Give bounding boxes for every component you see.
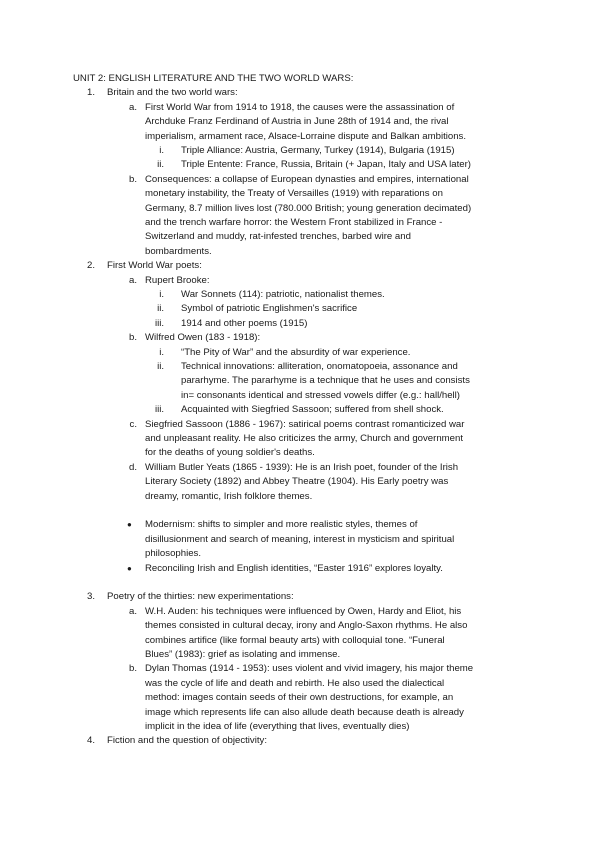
- section-heading: Britain and the two world wars:: [107, 87, 238, 99]
- item-text-line: implicit in the idea of life (everything that lives, eventually dies): [145, 721, 410, 732]
- item-marker: b.: [128, 332, 137, 344]
- item-text-line: Switzerland and muddy, rat-infested trenches, barbed wire and: [145, 231, 411, 243]
- item-text-line: imperialism, armament race, Alsace-Lorraine dispute and Balkan ambitions.: [145, 130, 467, 142]
- subitem-text-line: Technical innovations: alliteration, onomatopoeia, assonance and: [181, 361, 458, 372]
- section-number: 1.: [86, 87, 95, 99]
- bullet-text-line: Modernism: shifts to simpler and more realistic styles, themes of: [145, 519, 418, 531]
- item-text-line: and unpleasant reality. He also criticizes the army, Church and government: [145, 433, 463, 444]
- bullet-icon: ●: [127, 563, 132, 573]
- item-text-line: Archduke Franz Ferdinand of Austria in June 28th of 1914 and, the rival: [145, 116, 449, 128]
- page-title: UNIT 2: ENGLISH LITERATURE AND THE TWO WORLD WARS:: [73, 73, 354, 84]
- subitem-text-line: War Sonnets (114): patriotic, nationalist themes.: [181, 289, 385, 300]
- subitem-text-line: Symbol of patriotic Englishmen's sacrifice: [181, 303, 358, 315]
- subitem-text-line: Triple Alliance: Austria, Germany, Turkey (1914), Bulgaria (1915): [181, 145, 455, 156]
- subitem-marker: i.: [159, 289, 164, 300]
- item-marker: a.: [128, 101, 137, 113]
- item-text-line: dreamy, romantic, Irish folklore themes.: [145, 490, 313, 502]
- subitem-marker: ii.: [157, 159, 164, 171]
- section-heading: First World War poets:: [107, 260, 202, 272]
- subitem-marker: i.: [159, 145, 164, 156]
- item-text-line: Literary Society (1892) and Abbey Theatre (1904). His Early poetry was: [145, 476, 449, 488]
- section-heading: Poetry of the thirties: new experimentations:: [107, 591, 294, 603]
- bullet-text-line: disillusionment and search of meaning, interest in mysticism and spiritual: [145, 533, 455, 545]
- section-heading: Fiction and the question of objectivity:: [107, 735, 267, 747]
- item-text-line: Germany, 8.7 million lives lost (780.000 British; young generation decimated): [145, 202, 472, 214]
- subitem-marker: iii.: [154, 317, 164, 329]
- item-text-line: bombardments.: [145, 245, 212, 257]
- bullet-icon: ●: [127, 520, 132, 530]
- section-number: 3.: [86, 591, 95, 603]
- item-marker: c.: [129, 418, 137, 430]
- item-text-line: for the deaths of young soldier's deaths.: [145, 447, 315, 459]
- subitem-text-line: pararhyme. The pararhyme is a technique that he uses and consists: [181, 375, 470, 387]
- subitem-text-line: “The Pity of War” and the absurdity of war experience.: [181, 346, 411, 358]
- subitem-marker: ii.: [157, 303, 164, 315]
- item-text-line: Wilfred Owen (183 - 1918):: [145, 332, 261, 344]
- item-text-line: themes consisted in cultural decay, irony and Anglo-Saxon rhythms. He also: [145, 620, 468, 632]
- bullet-text-line: philosophies.: [145, 548, 202, 560]
- item-marker: d.: [128, 461, 137, 473]
- item-marker: a.: [128, 605, 137, 617]
- subitem-text-line: Acquainted with Siegfried Sassoon; suffered from shell shock.: [181, 404, 444, 416]
- subitem-text-line: in= consonants identical and stressed vowels differ (e.g.: hall/hell): [181, 389, 460, 401]
- item-marker: a.: [128, 274, 137, 286]
- section-number: 4.: [86, 735, 95, 747]
- item-text-line: Consequences: a collapse of European dynasties and empires, international: [145, 173, 469, 185]
- bullet-text-line: Reconciling Irish and English identities, “Easter 1916” explores loyalty.: [145, 562, 443, 574]
- subitem-marker: iii.: [154, 404, 164, 416]
- item-text-line: Blues” (1983): grief as isolating and immense.: [145, 649, 341, 660]
- item-text-line: image which represents life can also allude death because death is already: [145, 706, 464, 718]
- item-text-line: and the trench warfare horror: the Western Front stabilized in France -: [145, 217, 443, 228]
- item-text-line: method: images contain seeds of their own destructions, for example, an: [145, 692, 454, 704]
- subitem-text-line: Triple Entente: France, Russia, Britain (+ Japan, Italy and USA later): [181, 159, 471, 171]
- item-text-line: monetary instability, the Treaty of Versailles (1919) with reparations on: [145, 188, 443, 200]
- item-text-line: W.H. Auden: his techniques were influenced by Owen, Hardy and Eliot, his: [145, 605, 462, 617]
- subitem-marker: ii.: [157, 361, 164, 372]
- item-text-line: First World War from 1914 to 1918, the causes were the assassination of: [145, 101, 455, 113]
- subitem-marker: i.: [159, 346, 164, 358]
- item-text-line: Dylan Thomas (1914 - 1953): uses violent and vivid imagery, his major theme: [145, 663, 474, 675]
- item-text-line: Siegfried Sassoon (1886 - 1967): satirical poems contrast romanticized war: [145, 418, 465, 430]
- item-text-line: Rupert Brooke:: [145, 274, 210, 286]
- item-text-line: was the cycle of life and death and rebirth. He also used the dialectical: [145, 677, 445, 689]
- item-marker: b.: [128, 173, 137, 185]
- item-text-line: William Butler Yeats (1865 - 1939): He is an Irish poet, founder of the Irish: [145, 461, 459, 473]
- item-marker: b.: [128, 663, 137, 675]
- item-text-line: combines artifice (like formal beauty arts) with colloquial tone. “Funeral: [145, 634, 445, 646]
- subitem-text-line: 1914 and other poems (1915): [181, 317, 308, 329]
- section-number: 2.: [86, 260, 95, 272]
